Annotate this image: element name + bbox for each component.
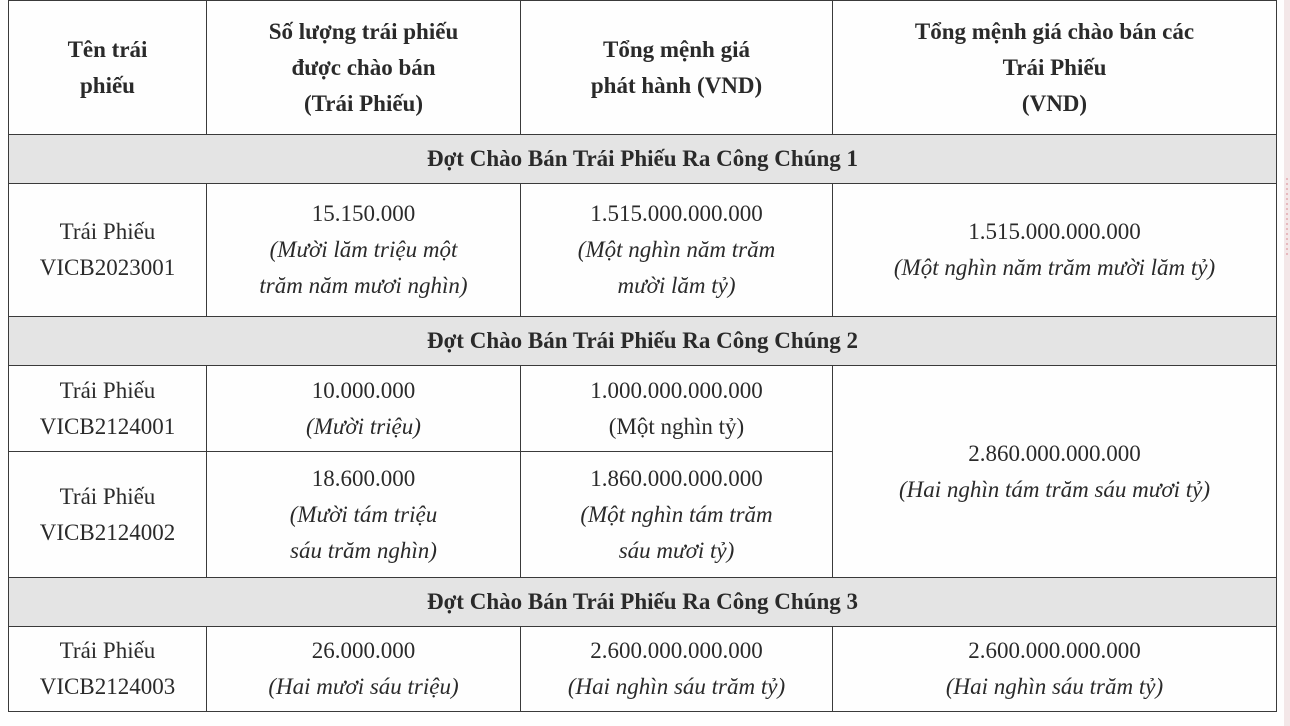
face-value-cell: 1.000.000.000.000 (Một nghìn tỷ) [521, 366, 833, 452]
quantity-cell: 18.600.000 (Mười tám triệu sáu trăm nghìn) [207, 452, 521, 578]
quantity-cell: 10.000.000 (Mười triệu) [207, 366, 521, 452]
bond-name-cell: Trái Phiếu VICB2124003 [9, 627, 207, 712]
table-row [9, 627, 1277, 712]
page-edge-marks [1286, 178, 1288, 258]
section-title: Đợt Chào Bán Trái Phiếu Ra Công Chúng 3 [9, 578, 1277, 627]
face-value-cell: 1.515.000.000.000 (Một nghìn năm trăm mười lăm tỷ) [521, 184, 833, 317]
header-face-value: Tổng mệnh giá phát hành (VND) [521, 1, 833, 135]
face-value-cell: 2.600.000.000.000 (Hai nghìn sáu trăm tỷ) [521, 627, 833, 712]
section-row-2 [9, 317, 1277, 366]
section-title: Đợt Chào Bán Trái Phiếu Ra Công Chúng 2 [9, 317, 1277, 366]
page-edge [1284, 0, 1290, 726]
header-quantity: Số lượng trái phiếu được chào bán (Trái Phiếu) [207, 1, 521, 135]
quantity-cell: 26.000.000 (Hai mươi sáu triệu) [207, 627, 521, 712]
total-value-cell: 2.860.000.000.000 (Hai nghìn tám trăm sáu mươi tỷ) [833, 366, 1277, 578]
section-title: Đợt Chào Bán Trái Phiếu Ra Công Chúng 1 [9, 135, 1277, 184]
face-value-cell: 1.860.000.000.000 (Một nghìn tám trăm sáu mươi tỷ) [521, 452, 833, 578]
header-bond-name: Tên trái phiếu [9, 1, 207, 135]
bond-name-cell: Trái Phiếu VICB2023001 [9, 184, 207, 317]
bond-offering-table [8, 0, 1277, 712]
bond-name-cell: Trái Phiếu VICB2124001 [9, 366, 207, 452]
section-row-1 [9, 135, 1277, 184]
total-value-cell: 1.515.000.000.000 (Một nghìn năm trăm mười lăm tỷ) [833, 184, 1277, 317]
header-total-offering-value: Tổng mệnh giá chào bán các Trái Phiếu (VND) [833, 1, 1277, 135]
table-row [9, 184, 1277, 317]
total-value-cell: 2.600.000.000.000 (Hai nghìn sáu trăm tỷ) [833, 627, 1277, 712]
section-row-3 [9, 578, 1277, 627]
quantity-cell: 15.150.000 (Mười lăm triệu một trăm năm mươi nghìn) [207, 184, 521, 317]
bond-name-cell: Trái Phiếu VICB2124002 [9, 452, 207, 578]
table-row [9, 366, 1277, 452]
table-header-row [9, 1, 1277, 135]
